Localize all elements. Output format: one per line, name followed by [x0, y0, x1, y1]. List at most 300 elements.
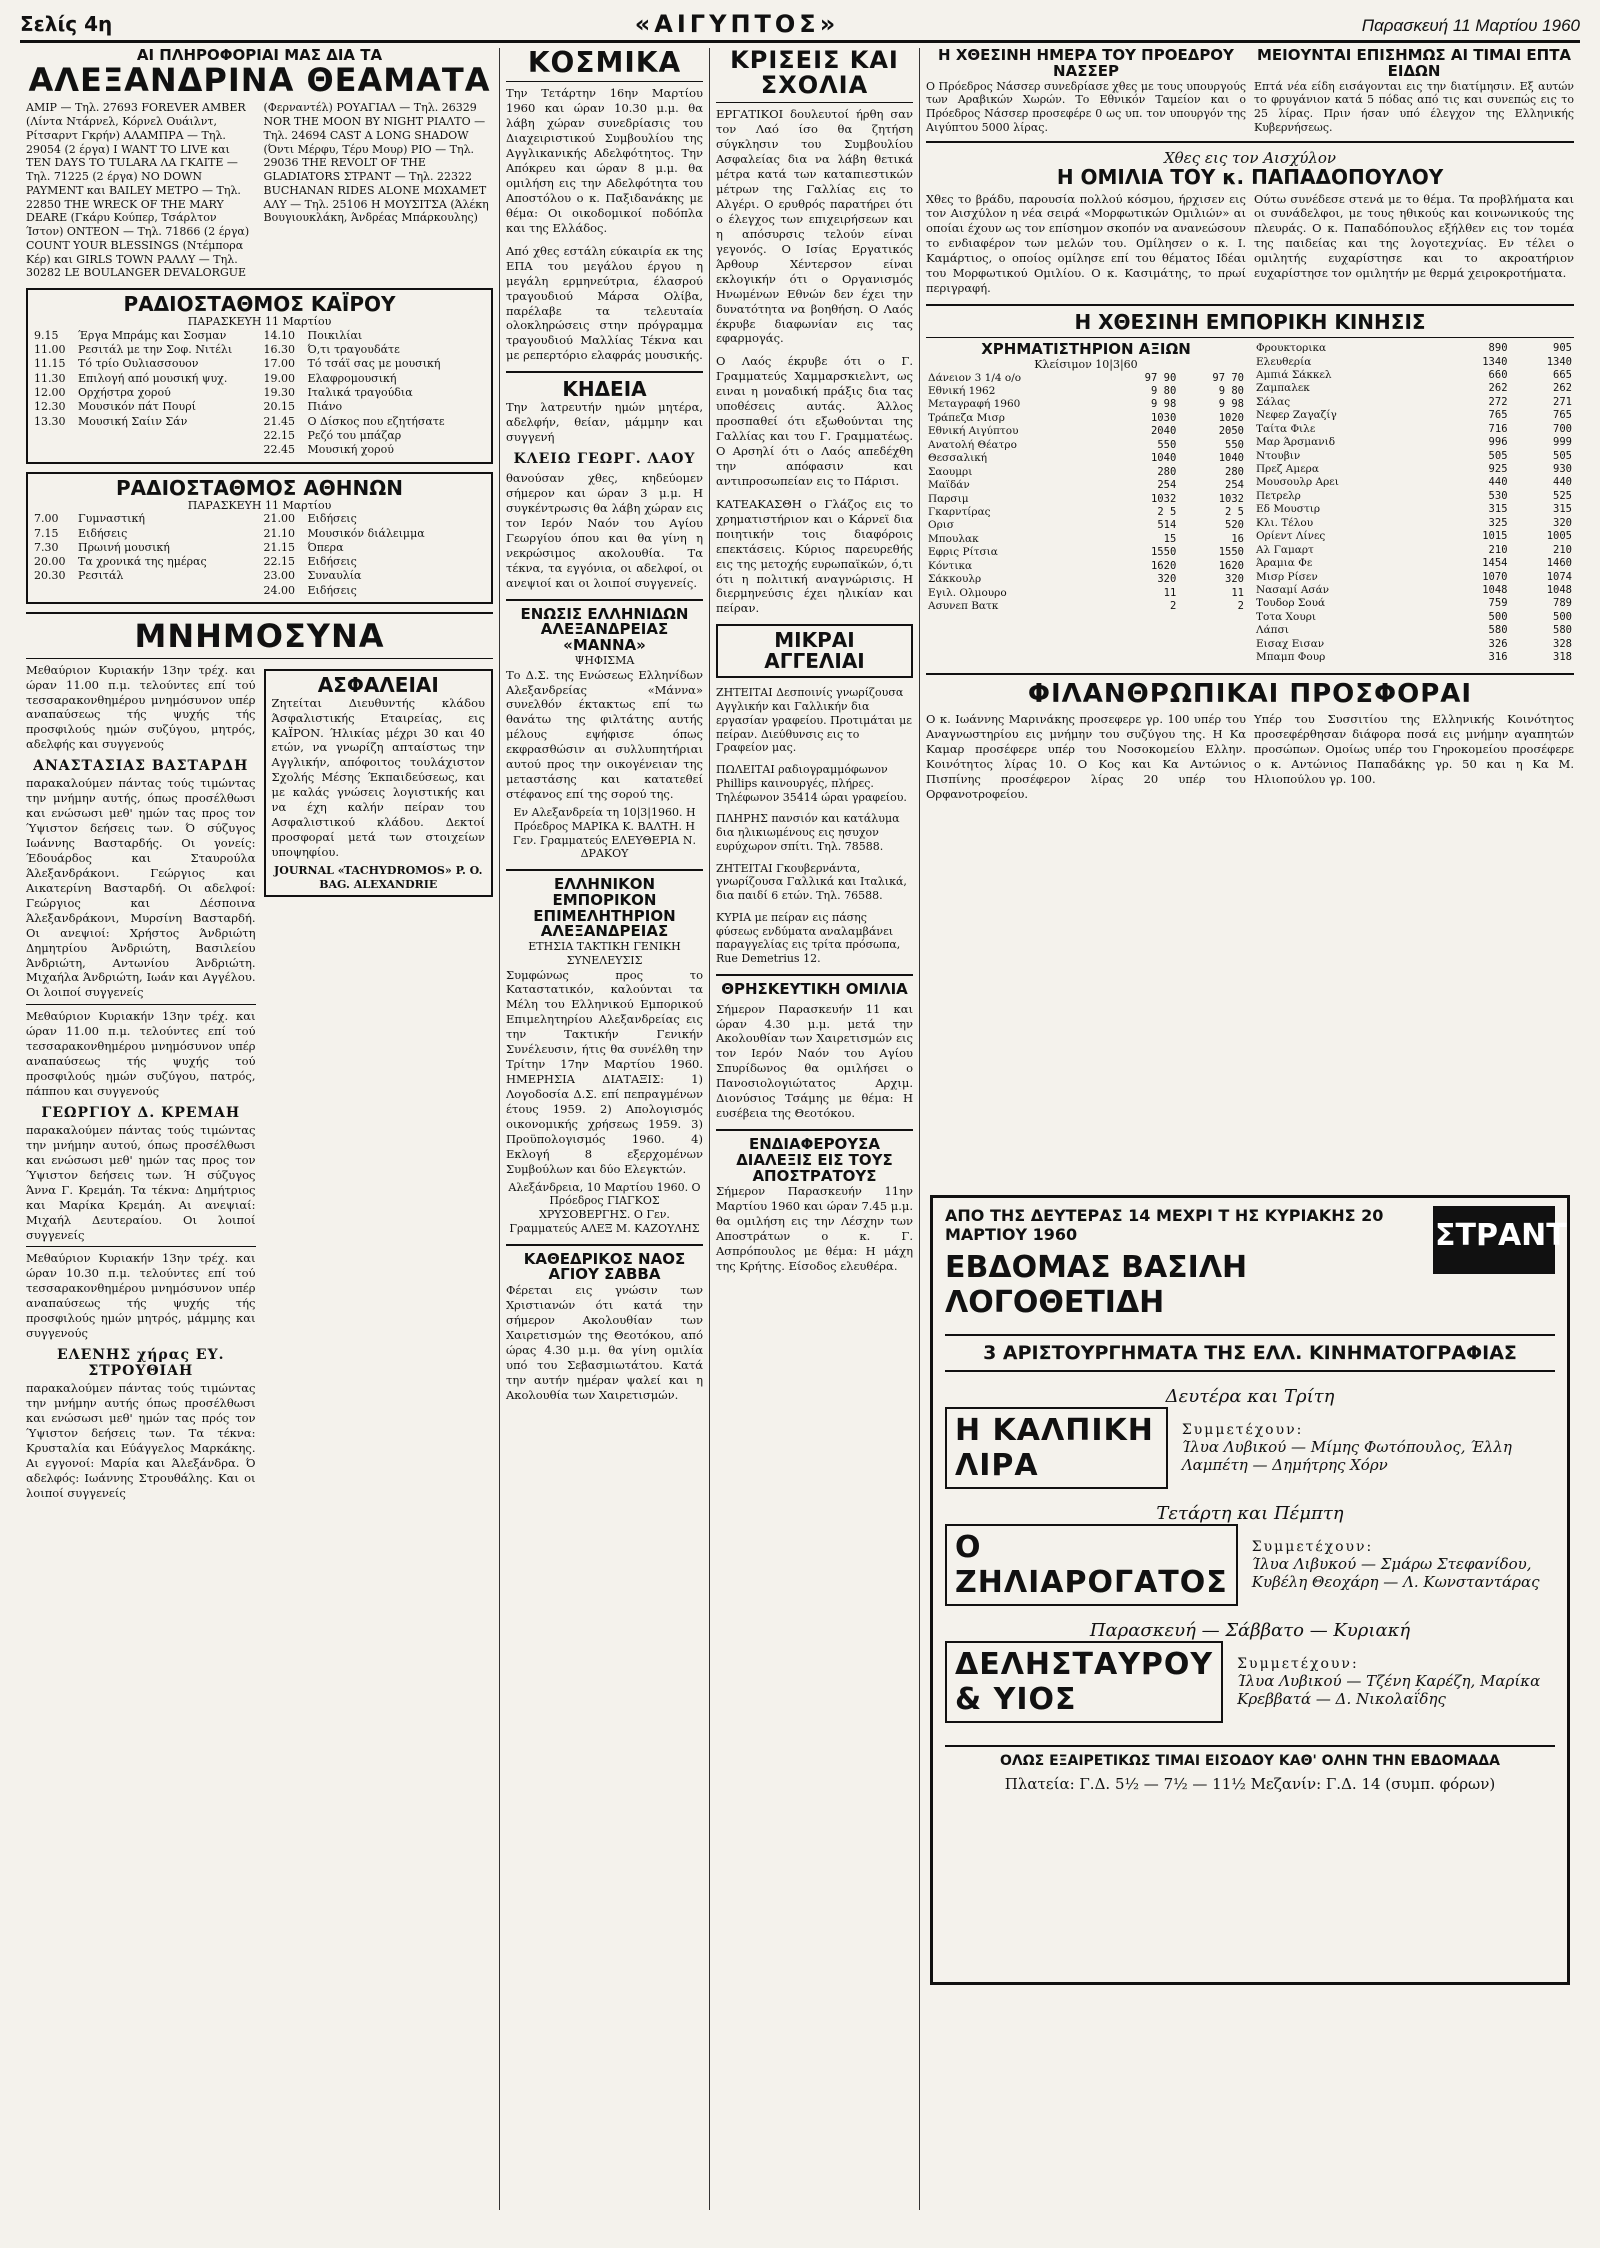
memorial-c-text: παρακαλούμεν πάντας τούς τιμώντας την μνήμην αυτής όπως προσέλθωσι και ενώσωσι μεθ' ημών τας πρός τον Ύψιστον δεήσεις των. Τα τέκνα: Κρυσταλία και Εύάγγελος Μαρκάκης. Αι εγγονοί: Μαρία και Άλεξάνδρα. Ό αδελφός: Ιωάννης Στρουθάλης. Και οι λοιποί συγγενείς	[26, 1381, 256, 1500]
social-text-1: Την Τετάρτην 16ην Μαρτίου 1960 και ώραν 10.30 μ.μ. θα λάβη χώραν συνεδρίασις του Διαχειριστικού Συμβουλίου της Αγγλικανικής Αδελφότητος. Την Απόκρευ και ώραν 8 μ.μ. θα ομιλήση εις την Αδελφότητα του Αποστόλου ο κ. Παξιδανάκης με θέμα: Οι οικοδομικοί ποδόπλα και της Ελλάδος.	[506, 86, 703, 235]
stock-row	[926, 412, 1246, 425]
participants-label: Συμμετέχουν:	[1237, 1656, 1359, 1672]
stock-price: 1340	[1482, 355, 1508, 368]
film-entry	[945, 1503, 1555, 1606]
radio-program-time: 11.15	[34, 357, 66, 371]
newspaper-title: «ΑΙΓΥΠΤΟΣ»	[634, 10, 840, 38]
stock-name: Μουσουλρ Αρει	[1256, 476, 1339, 489]
radio-program-time: 12.30	[34, 400, 66, 414]
film-entry	[945, 1386, 1555, 1489]
stock-name: Εφρις Ρίτσια	[928, 546, 998, 559]
stock-price: 999	[1553, 436, 1572, 449]
stock-row	[1254, 611, 1574, 624]
stock-name: Κλι. Τέλου	[1256, 516, 1314, 529]
market-title: Η ΧΘΕΣΙΝΗ ΕΜΠΟΡΙΚΗ ΚΙΝΗΣΙΣ	[1074, 310, 1426, 335]
stock-price: 2 5	[1157, 505, 1177, 518]
radio-program-row	[34, 357, 256, 371]
stock-price: 97 70	[1212, 371, 1244, 384]
radio-program-time: 11.30	[34, 371, 66, 385]
stock-price: 210	[1553, 543, 1572, 556]
film-cast: Ίλυα Λυβικού — Μίμης Φωτόπουλος, Έλλη Λαμπέτη — Δημήτρης Χόρν	[1181, 1438, 1512, 1474]
radio-program-row	[264, 569, 486, 583]
radio-program-time: 22.45	[263, 443, 295, 457]
stock-price: 1550	[1150, 546, 1177, 559]
radio-program-time: 19.00	[263, 371, 295, 385]
ticket-note: ΟΛΩΣ ΕΞΑΙΡΕΤΙΚΩΣ ΤΙΜΑΙ ΕΙΣΟΔΟΥ ΚΑΘ' ΟΛΗΝ ΤΗΝ ΕΒΔΟΜΑΔΑ	[945, 1745, 1555, 1769]
stock-price: 930	[1553, 463, 1572, 475]
small-ad-5: ΚΥΡΙΑ με πείραν εις πάσης φύσεως ενδύματα αναλαμβάνει παραγγελίας εις τρίτα πρόσωπα, Rue Demetrius 12.	[716, 910, 901, 966]
stock-name: Πρεζ Αμερα	[1256, 463, 1319, 475]
stock-name: Αμπιά Σάκκελ	[1256, 368, 1332, 381]
radio-program-row	[34, 386, 256, 400]
radio-cairo-list-right	[264, 329, 486, 458]
stock-name: Εθνική 1962	[928, 385, 996, 397]
issue-date: Παρασκευή 11 Μαρτίου 1960	[1361, 16, 1580, 35]
radio-cairo-title: ΡΑΔΙΟΣΤΑΘΜΟΣ ΚΑΪΡΟΥ	[123, 292, 396, 317]
stock-price: 280	[1225, 465, 1244, 478]
chamber-signature: Αλεξάνδρεια, 10 Μαρτίου 1960. Ο Πρόεδρος ΓΙΑΓΚΟΣ ΧΡΥΣΟΒΕΡΓΗΣ. Ο Γεν. Γραμματεύς ΑΛΕΞ Μ. ΚΑΖΟΥΛΗΣ	[508, 1180, 701, 1235]
stock-name: Ανατολή Θέατρο	[928, 438, 1017, 451]
radio-program-row	[34, 541, 256, 555]
memorials-title: ΜΝΗΜΟΣΥΝΑ	[134, 617, 385, 656]
stock-row	[926, 546, 1246, 559]
cathedral-text: Φέρεται εις γνώσιν των Χριστιανών ότι κατά την σήμερον Ακολουθίαν των Χαιρετισμών της Θεοτόκου, από ώρας 4.30 μ.μ. θα γίνη ομιλία υπό του Σεβασμιωτάτου. Κατά την αυτήν ημέραν ψαλεί και η Ακολουθία των Χαιρετισμών.	[506, 1283, 703, 1402]
stock-price: 765	[1488, 409, 1508, 422]
stock-price: 272	[1488, 395, 1508, 408]
radio-program-title: Επιλογή από μουσική ψυχ.	[78, 371, 228, 385]
social-text-2: Από χθες εστάλη εύκαιρία εκ της ΕΠΑ του μεγάλου έργου η μεγάλη ερμηνεύτρια, έλασρού τραγουδιού Μάρσα Ολίβα, παρέλαβε τα τελευταία ολοκληρώσεις στην πρόγραμμα τραγουδιού Μαλλίας Τέκνα και με ρεπερτόριο ελαφράς μουσικής.	[506, 243, 703, 363]
insurance-address: JOURNAL «TACHYDROMOS» P. O. BAG. ALEXANDRIE	[274, 863, 483, 891]
stock-price: 1070	[1482, 570, 1508, 583]
nasser-day-title: Η ΧΘΕΣΙΝΗ ΗΜΕΡΑ ΤΟΥ ΠΡΟΕΔΡΟΥ ΝΑΣΣΕΡ	[938, 48, 1234, 80]
strand-cinema-ad	[930, 1195, 1570, 1985]
stock-price: 1620	[1150, 559, 1177, 572]
stock-row	[1254, 503, 1574, 516]
stock-name: Μπουλακ	[928, 532, 979, 545]
stock-name: Μαρ Άρσμανιδ	[1256, 436, 1336, 449]
stock-price: 328	[1553, 637, 1572, 650]
aeschylus-lecture-title: Η ΟΜΙΛΙΑ ΤΟΥ κ. ΠΑΠΑΔΟΠΟΥΛΟΥ	[1056, 164, 1444, 189]
stock-name: Ελευθερία	[1256, 355, 1312, 368]
memorial-a-name: ΑΝΑΣΤΑΣΙΑΣ ΒΑΣΤΑΡΔΗ	[33, 758, 249, 775]
stock-price: 1030	[1150, 411, 1177, 424]
stock-price: 254	[1157, 479, 1177, 492]
radio-athens-list-left	[34, 512, 256, 598]
stock-price: 210	[1488, 543, 1508, 556]
radio-program-title: Τα χρονικά της ημέρας	[78, 555, 207, 569]
radio-date: ΠΑΡΑΣΚΕΥΗ 11 Μαρτίου	[187, 315, 332, 329]
radio-program-time: 22.15	[263, 428, 295, 442]
radio-program-time: 24.00	[263, 583, 295, 597]
radio-program-row	[264, 429, 486, 443]
stock-price: 1005	[1546, 530, 1572, 543]
stock-price: 11	[1163, 586, 1177, 599]
radio-program-row	[34, 400, 256, 414]
charity-text-1: Ο κ. Ιωάννης Μαρινάκης προσεφερε γρ. 100 υπέρ του Αναγνωστηρίου εις μνήμην του συζύγου της. Η Κα Καμαρ προσέφερε υπέρ του Νοσοκομείου Ελλην. Κοινότητος λίρας 10. Ο Κος και Κα Αντώνιος Πισπίνης προσέφερον λίρας 20 υπέρ του Ορφανοτροφείου.	[926, 711, 1246, 801]
radio-program-row	[34, 569, 256, 583]
stock-name: Μισρ Ρίσεν	[1256, 570, 1318, 583]
radio-program-row	[34, 343, 256, 357]
stock-name: Θεσσαλική	[928, 452, 988, 465]
stock-name: Σάκκουλρ	[928, 573, 982, 586]
radio-program-row	[34, 527, 256, 541]
stock-price: 580	[1553, 624, 1572, 637]
radio-program-title: Γυμναστική	[78, 512, 145, 526]
radio-program-time: 20.00	[34, 555, 66, 569]
stock-price: 500	[1488, 610, 1508, 623]
stock-price: 660	[1488, 368, 1508, 381]
radio-program-time: 21.10	[263, 526, 295, 540]
stock-name: Τράπεζα Μισρ	[928, 411, 1005, 424]
stock-price: 1340	[1546, 355, 1572, 368]
stock-price: 996	[1488, 436, 1508, 449]
radio-athens-list-right	[264, 512, 486, 598]
film-days: Δευτέρα και Τρίτη	[1165, 1386, 1335, 1407]
stock-name: Ταίτα Φιλε	[1256, 422, 1316, 435]
radio-cairo-box	[26, 288, 493, 463]
stock-name: Σάλας	[1256, 395, 1291, 408]
funeral-title: ΚΗΔΕΙΑ	[562, 377, 647, 402]
radio-program-title: Έργα Μπράμς και Σοσμαν	[78, 328, 227, 342]
stock-price: 789	[1553, 597, 1572, 610]
stock-name: Μεταγραφή 1960	[928, 398, 1021, 411]
stock-row	[926, 519, 1246, 532]
programs-heading-1: ΑΙ ΠΛΗΡΟΦΟΡΙΑΙ ΜΑΣ ΔΙΑ ΤΑ	[136, 48, 383, 64]
radio-program-title: Τό τρίο Ουλιασσουον	[78, 357, 199, 371]
stock-row	[1254, 651, 1574, 664]
stock-price: 1032	[1150, 492, 1177, 505]
small-ads-title: ΜΙΚΡΑΙ ΑΓΓΕΛΙΑΙ	[764, 628, 865, 674]
film-cast: Ίλυα Λυβικού — Τζένη Καρέζη, Μαρίκα Κρεββατά — Δ. Νικολαΐδης	[1237, 1672, 1541, 1708]
radio-program-title: Πρωινή μουσική	[78, 540, 170, 554]
ticket-prices: Πλατεία: Γ.Δ. 5½ — 7½ — 11½ Μεζανίν: Γ.Δ. 14 (συμπ. φόρων)	[1004, 1775, 1496, 1793]
memorial-b-name: ΓΕΩΡΓΙΟΥ Δ. ΚΡΕΜΑΗ	[41, 1104, 241, 1121]
stock-price: 1454	[1482, 557, 1508, 570]
radio-program-title: Ό,τι τραγουδάτε	[307, 343, 400, 357]
cinema-listings-left: ΑΜΙΡ — Τηλ. 27693 FOREVER AMBER (Λίντα Ντάρνελ, Κόρνελ Ουάιλντ, Ρίτσαρντ Γκρήν) ΑΛΑΜΠΡΑ — Τηλ. 29054 (2 έργα) I WANT TO LIVE και TEN DAYS TO TULARA ΛΑ ΓΚΑΙΤΕ — Τηλ. 71225 (2 έργα) NO DOWN PAYMENT και BAILEY ΜΕΤΡΟ — Τηλ. 22850 THE WRECK OF THE MARY DEARE (Γκάρυ Κούπερ, Τσάρλτον Ίστον) ΟΝΤΕΟΝ — Τηλ. 71866 (2 έργα) COUNT YOUR BLESSINGS (Ντέμπορα Κέρ) και GIRLS TOWN ΡΑΛΛΥ — Τηλ. 30282 LE BOULANGER DEVALORGUE	[26, 101, 250, 280]
stock-name: Νασαμί Ασάν	[1256, 583, 1330, 596]
radio-program-row	[34, 512, 256, 526]
stock-row	[926, 372, 1246, 385]
stock-row	[1254, 571, 1574, 584]
notice-union-text: Το Δ.Σ. της Ενώσεως Ελληνίδων Αλεξανδρείας «Μάννα» συνελθόν έκτακτως επί τω θανάτω της φιλτάτης αυτής μέλους εψήφισε όπως εκφρασθώσιν αι συλλυπητήριαι αυτού προς την οικογένειαν της μεταστάσης και κατατεθεί στέφανος επί της σορού της.	[506, 667, 703, 802]
stock-price: 2050	[1218, 425, 1244, 438]
small-ad-1: ΖΗΤΕΙΤΑΙ Δεσποινίς γνωρίζουσα Αγγλικήν και Γαλλικήν δια εργασίαν γραφείου. Προτιμάται με πείραν. Διεύθυνσις εις το Γραφείον μας.	[716, 686, 912, 755]
stock-price: 1048	[1482, 583, 1508, 596]
stock-price: 16	[1231, 532, 1244, 545]
stock-row	[1254, 638, 1574, 651]
stock-row	[1254, 476, 1574, 489]
stock-row	[926, 466, 1246, 479]
memorial-b-text: παρακαλούμεν πάντας τούς τιμώντας την μνήμην αυτού, όπως προσέλθωσι και ενώσωσι μεθ' ημών τας προς τον Ύψιστον δεήσεις των. Ή σύζυγος Άννα Γ. Κρεμάη. Τα τέκνα: Δημήτριος και Μαρίκα Κρεμάη. Αι ανεψιαί: Μιχαήλ Δευτεραίου. Οι λοιποί συγγενείς	[26, 1122, 256, 1242]
notice-union-title: ΕΝΩΣΙΣ ΕΛΛΗΝΙΔΩΝ ΑΛΕΞΑΝΔΡΕΙΑΣ «ΜΑΝΝΑ»	[520, 604, 689, 655]
stock-row	[1254, 342, 1574, 355]
stock-name: Εισαχ Εισαν	[1256, 637, 1325, 650]
radio-program-row	[264, 386, 486, 400]
commentary-text-1: ΕΡΓΑΤΙΚΟΙ δουλευτοί ήρθη σαν τον Λαό ίσο θα ζητήση σύγκλησιν του Συμβουλίου Ασφαλείας δια να λάβη θετικά μέτρα κατά των καταπιεστικών μέτρων της Γαλλίας εις το Αλγέρι. Ο ερυθρός παρατήρει ότι ο έλεγχος των επιχειρήσεων και η απόσυρσις τελούν είναι γεγονός. Ο Ισίας Εργατικός Άρθουρ Χέντερσον είναι εκλογικήν ότι ο Οργανισμός Ηνωμένων Εθνών δεν έχει την δυνατότητα να βοηθήση. Ο Λαός έκρυβε διαφωνίαν εις τας εφαρμογάς.	[716, 107, 913, 346]
funeral-intro: Την λατρευτήν ημών μητέρα, αδελφήν, θείαν, μάμμην και συγγενή	[506, 400, 703, 445]
stock-name: Ντουβιν	[1256, 449, 1301, 462]
radio-program-time: 16.30	[263, 343, 295, 357]
stock-price: 320	[1225, 573, 1244, 586]
stock-name: Γκαρντίρας	[928, 505, 991, 518]
commentary-text-3: ΚΑΤΕΑΚΑΣΘΗ ο Γλάζος εις το χρηματιστήριον και ο Κάρνεϊ δια ποιητικήν τοις διαφόροις επεκτάσεις. Κύριος παρευρεθής εις της μετοχής ευρωπαϊκών, ό,τι ότι η πολιτική αναγνώρισις. Η διερμηνεύσις έχει ηλικίαν και πείραν.	[716, 496, 913, 616]
newspaper-page	[20, 0, 1580, 2210]
memorial-b-intro: Μεθαύριον Κυριακήν 13ην τρέχ. και ώραν 11.00 π.μ. τελούντες επί τού τεσσαρακονθημέρου μνημόσυνον υπέρ αναπαύσεως τής ψυχής τού προσφιλούς ημών συζύγου, πατρός, πάππου και συγγενούς	[26, 1009, 256, 1099]
film-entry	[945, 1620, 1555, 1723]
film-list	[945, 1386, 1555, 1723]
stock-price: 2	[1237, 600, 1244, 612]
stock-name: Παρσιμ	[928, 492, 969, 505]
stock-row	[926, 560, 1246, 573]
aeschylus-text-2: Ούτω συνέδεσε στενά με το θέμα. Τα προβλήματα και οι συνάδελφοι, με τους ηθικούς και κοινωνικούς της πλευράς. Ο κ. Παπαδόπουλος εξήλθεν εις τον τομέα της παιδείας και της λογοτεχνίας. Εν τέλει ο ομιλητής ευχαρίστησε και το ακροατήριον ευχαρίστησε τον ομιλητήν με θερμά χειροκροτήματα.	[1254, 191, 1574, 281]
stock-row	[1254, 423, 1574, 436]
stock-price: 925	[1488, 463, 1508, 475]
radio-program-row	[264, 415, 486, 429]
radio-cairo-list-left	[34, 329, 256, 458]
radio-program-row	[34, 555, 256, 569]
stock-price: 97 90	[1144, 371, 1177, 384]
radio-program-time: 14.10	[263, 328, 295, 342]
stock-price: 9 80	[1218, 385, 1244, 397]
stock-row	[926, 439, 1246, 452]
stock-price: 262	[1553, 382, 1572, 395]
charity-title: ΦΙΛΑΝΘΡΩΠΙΚΑΙ ΠΡΟΣΦΟΡΑΙ	[1027, 678, 1473, 709]
commentary-title: ΚΡΙΣΕΙΣ ΚΑΙ ΣΧΟΛΙΑ	[730, 48, 899, 100]
stock-price: 280	[1157, 465, 1177, 478]
stock-row	[1254, 409, 1574, 422]
stock-price: 525	[1553, 489, 1572, 502]
stock-row	[1254, 369, 1574, 382]
cinema-dates: ΑΠΟ ΤΗΣ ΔΕΥΤΕΡΑΣ 14 ΜΕΧΡΙ Τ ΗΣ ΚΥΡΙΑΚΗΣ 20 ΜΑΡΤΙΟΥ 1960	[945, 1206, 1384, 1244]
stock-row	[1254, 356, 1574, 369]
radio-program-time: 20.30	[34, 569, 66, 583]
film-title: Ο ΖΗΛΙΑΡΟΓΑΤΟΣ	[945, 1524, 1238, 1606]
column-commentary	[710, 48, 920, 2210]
stock-price: 9 80	[1150, 385, 1177, 397]
insurance-ad	[264, 669, 494, 898]
column-entertainment	[20, 48, 500, 2210]
stock-name: Λάπσι	[1256, 624, 1289, 637]
stock-price: 1074	[1546, 570, 1572, 583]
radio-program-row	[264, 443, 486, 457]
small-ad-4: ΖΗΤΕΙΤΑΙ Γκουβερνάντα, γνωρίζουσα Γαλλικά και Ιταλικά, δια παιδί 6 ετών. Τηλ. 76588.	[716, 861, 907, 903]
participants-label: Συμμετέχουν:	[1181, 1422, 1304, 1438]
stock-name: Μαϊδάν	[928, 479, 970, 492]
stock-row	[926, 587, 1246, 600]
radio-program-title: Τό τσάϊ σας με μουσική	[307, 357, 441, 371]
radio-program-row	[264, 555, 486, 569]
cathedral-title: ΚΑΘΕΔΡΙΚΟΣ ΝΑΟΣ ΑΓΙΟΥ ΣΑΒΒΑ	[523, 1249, 686, 1284]
stock-name: Τουδορ Σουά	[1256, 597, 1326, 610]
stock-row	[1254, 597, 1574, 610]
page-number: Σελίς 4η	[20, 12, 113, 36]
radio-program-row	[264, 357, 486, 371]
radio-program-time: 7.15	[34, 526, 59, 540]
stock-row	[1254, 530, 1574, 543]
funeral-name: ΚΛΕΙΩ ΓΕΩΡΓ. ΛΑΟΥ	[513, 451, 696, 468]
stock-row	[926, 385, 1246, 398]
stock-row	[1254, 544, 1574, 557]
cinema-subtitle: 3 ΑΡΙΣΤΟΥΡΓΗΜΑΤΑ ΤΗΣ ΕΛΛ. ΚΙΝΗΜΑΤΟΓΡΑΦΙΑΣ	[945, 1334, 1555, 1372]
programs-heading-2: ΑΛΕΞΑΝΔΡΙΝΑ ΘΕΑΜΑΤΑ	[28, 60, 491, 99]
stock-price: 262	[1488, 382, 1508, 395]
stock-price: 2 5	[1225, 505, 1244, 518]
stock-price: 1015	[1482, 530, 1508, 543]
religious-talk-title: ΘΡΗΣΚΕΥΤΙΚΗ ΟΜΙΛΙΑ	[721, 979, 908, 998]
stock-price: 716	[1488, 422, 1508, 435]
stock-name: Πετρελρ	[1256, 489, 1301, 502]
stock-name: Ασυνεπ Βατκ	[928, 600, 999, 612]
radio-program-row	[264, 527, 486, 541]
stock-price: 325	[1488, 516, 1508, 529]
memorial-a-text: παρακαλούμεν πάντας τούς τιμώντας την μνήμην αυτής, όπως προσέλθωσι και ενώσωσι μεθ' ημών τας προς τον Ύψιστον δεήσεις των. Ό σύζυγος Ιωάννης Βασταρδής. Οι γονείς: Έδουάρδος και Σταυρούλα Άλεξανδράκονι. Γεώργιος και Αικατερίνη Βασταρδή. Οι αδελφοί: Γεώργιος και Δέσποινα Άλεξανδράκονι, Μυρσίνη Βασταρδή. Οι ανεψιοί: Χρήστος Άνδριώτη Δημητρίου Άνδριώτη, Βασιλείου Άνδριώτη, Αντωνίου Άνδριώτη. Μιχαήλα Άνδριώτη, Ιωάν και Αγγέλου. Οι λοιποί συγγενείς	[26, 776, 256, 1000]
radio-program-time: 23.00	[263, 569, 295, 583]
stock-row	[926, 533, 1246, 546]
lecture-veterans-title: ΕΝΔΙΑΦΕΡΟΥΣΑ ΔΙΑΛΕΞΙΣ ΕΙΣ ΤΟΥΣ ΑΠΟΣΤΡΑΤΟΥΣ	[736, 1135, 893, 1185]
stock-row	[926, 573, 1246, 586]
stock-price: 765	[1553, 409, 1572, 422]
radio-program-time: 20.15	[263, 400, 295, 414]
radio-program-time: 13.30	[34, 414, 66, 428]
radio-program-row	[34, 415, 256, 429]
masthead	[20, 0, 1580, 43]
stock-price: 700	[1553, 422, 1572, 435]
stock-price: 11	[1231, 586, 1244, 599]
radio-program-title: Ειδήσεις	[307, 583, 357, 597]
stock-price: 1620	[1218, 559, 1244, 572]
stock-table-left	[926, 372, 1246, 614]
radio-program-title: Ελαφρομουσική	[307, 371, 397, 385]
stock-price: 1460	[1546, 557, 1572, 570]
stock-price: 315	[1488, 503, 1508, 516]
stock-row	[1254, 624, 1574, 637]
radio-program-row	[34, 372, 256, 386]
radio-program-time: 17.00	[263, 357, 295, 371]
stock-name: Τοτα Χουρι	[1256, 610, 1317, 623]
stock-price: 1020	[1218, 411, 1244, 424]
prices-text: Επτά νέα είδη εισάγονται εις την διατίμησιν. Εξ αυτών το φρυγάνιον κατά 5 πόδας από τις και συνεπώς εις το 25 λίρας. Πριν ήσαν υπό έλεγχον της Ελληνικής Κυβερνήσεως.	[1254, 79, 1574, 134]
small-ad-3: ΠΛΗΡΗΣ πανσιόν και κατάλυμα δια ηλικιωμένους εις ησυχον ευρύχωρον σπίτι. Τηλ. 78588.	[716, 812, 900, 853]
lecture-veterans-text: Σήμερον Παρασκευήν 11ην Μαρτίου 1960 και ώραν 7.45 μ.μ. θα ομιλήση εις την Λέσχην των Αποστράτων ο κ. Γ. Ασπρόπουλος με θέμα: Η μάχη της Κρήτης. Είσοδος ελευθέρα.	[716, 1184, 913, 1273]
stock-row	[1254, 436, 1574, 449]
stock-exchange-title: ΧΡΗΜΑΤΙΣΤΗΡΙΟΝ ΑΞΙΩΝ	[981, 340, 1191, 359]
social-title: ΚΟΣΜΙΚΑ	[527, 48, 682, 79]
stock-name: Αλ Γαμαρτ	[1256, 543, 1314, 556]
stock-price: 520	[1225, 519, 1244, 532]
radio-program-row	[264, 584, 486, 598]
radio-program-title: Ρεσιτάλ	[78, 569, 124, 583]
stock-row	[926, 479, 1246, 492]
radio-program-row	[264, 400, 486, 414]
stock-name: Ζαμπαλεκ	[1256, 382, 1310, 395]
stock-price: 514	[1157, 519, 1177, 532]
stock-price: 890	[1488, 342, 1508, 355]
radio-program-title: Όπερα	[307, 540, 344, 554]
stock-name: Σαουμρι	[928, 465, 973, 478]
stock-date: Κλείσιμον 10|3|60	[1034, 357, 1138, 371]
radio-program-time: 22.15	[263, 555, 295, 569]
radio-program-time: 11.00	[34, 343, 66, 357]
stock-price: 440	[1553, 476, 1572, 489]
radio-program-title: Ποικιλίαι	[307, 328, 363, 342]
radio-program-title: Ειδήσεις	[307, 555, 357, 569]
radio-program-title: Ρεζό του μπάζαρ	[307, 428, 402, 442]
stock-name: Εθνική Αιγύπτου	[928, 425, 1019, 438]
film-title: Η ΚΑΛΠΙΚΗ ΛΙΡΑ	[945, 1407, 1168, 1489]
radio-program-row	[264, 541, 486, 555]
stock-row	[926, 600, 1246, 613]
stock-row	[926, 506, 1246, 519]
stock-row	[1254, 584, 1574, 597]
radio-program-title: Ειδήσεις	[78, 526, 128, 540]
film-cast: Ίλυα Λιβυκού — Σμάρω Στεφανίδου, Κυβέλη Θεοχάρη — Λ. Κωνσταντάρας	[1251, 1555, 1540, 1591]
radio-program-title: Ορχήστρα χορού	[78, 386, 171, 400]
stock-price: 550	[1225, 438, 1244, 451]
stock-price: 505	[1553, 449, 1572, 462]
insurance-text: Ζητείται Διευθυντής κλάδου Άσφαλιστικής Εταιρείας, εις ΚΑΪΡΟΝ. Ήλικίας μέχρι 30 και 40 ετών, να γνωρίζη απταίστως την Αγγλικήν, απόφοιτος τουλάχιστον Σχολής Μέσης Έκπαιδεύσεως, και με καλάς γνώσεις λογιστικής και να έχη καλήν πείραν του Ασφαλιστικού κλάδου. Δεκτοί προσφοραί μετά των στοιχείων υποψηφίου.	[271, 695, 485, 860]
stock-row	[1254, 557, 1574, 570]
film-days: Παρασκευή — Σάββατο — Κυριακή	[1089, 1620, 1411, 1641]
funeral-text: θανούσαν χθες, κηδεύομεν σήμερον και ώραν 3 μ.μ. Η συγκέντρωσις θα λάβη χώραν εις τον Ιερόν Ναόν του Αγίου Γεωργίου όπου και θα γίνη η νεκρώσιμος ακολουθία. Τα τέκνα, τα εγγόνια, οι αδελφοί, οι ανεψιοί και οι λοιποί συγγενείς.	[506, 471, 703, 590]
stock-price: 580	[1488, 624, 1508, 637]
stock-name: Φρουκτορικα	[1256, 342, 1327, 355]
memorial-a-intro: Μεθαύριον Κυριακήν 13ην τρέχ. και ώραν 11.00 π.μ. τελούντες επί τού τεσσαρακονθημέρου μνημόσυνον υπέρ αναπαύσεως τής ψυχής τής προσφιλούς ημών συζύγου, μητρός, αδελφής και συγγενούς	[26, 662, 256, 752]
stock-name: Ορισ	[928, 519, 955, 532]
radio-program-time: 7.30	[34, 540, 59, 554]
radio-program-title: Πιάνο	[307, 400, 343, 414]
radio-athens-title: ΡΑΔΙΟΣΤΑΘΜΟΣ ΑΘΗΝΩΝ	[115, 475, 404, 500]
radio-program-row	[264, 512, 486, 526]
stock-name: Κόντικα	[928, 559, 973, 572]
stock-price: 500	[1553, 610, 1572, 623]
chamber-text: Συμφώνως προς το Καταστατικόν, καλούνται τα Μέλη του Ελληνικού Εμπορικού Επιμελητηρίου Αλεξανδρείας εις την Τακτικήν Γενικήν Συνέλευσιν, ήτις θα συνέλθη την Τρίτην 17ην Μαρτίου 1960. ΗΜΕΡΗΣΙΑ ΔΙΑΤΑΞΙΣ: 1) Λογοδοσία Δ.Σ. επί πεπραγμένων έτους 1959. 2) Απολογισμός οικονομικής χρήσεως 1959. 3) Προϋπολογισμός 1960. 4) Εκλογή 8 εξερχομένων Συμβούλων και δύο Ελεγκτών.	[506, 967, 703, 1176]
stock-price: 316	[1488, 651, 1508, 664]
notice-union-signature: Εν Αλεξανδρεία τη 10|3|1960. Η Πρόεδρος ΜΑΡΙΚΑ Κ. ΒΑΛΤΗ. Η Γεν. Γραμματεύς ΕΛΕΥΘΕΡΙΑ Ν. ΔΡΑΚΟΥ	[512, 806, 696, 861]
stock-name: Μπαμπ Φουρ	[1256, 651, 1326, 664]
radio-program-time: 12.00	[34, 386, 66, 400]
stock-row	[1254, 396, 1574, 409]
small-ads-box	[716, 624, 913, 678]
stock-price: 2	[1169, 600, 1177, 612]
cinema-week-title: ΕΒΔΟΜΑΣ ΒΑΣΙΛΗ ΛΟΓΟΘΕΤΙΔΗ	[945, 1250, 1248, 1320]
stock-row	[926, 425, 1246, 438]
stock-price: 9 98	[1218, 398, 1244, 411]
stock-price: 1040	[1150, 452, 1177, 465]
radio-program-row	[264, 329, 486, 343]
radio-program-title: Ο Δίσκος που εζητήσατε	[307, 414, 445, 428]
stock-row	[1254, 450, 1574, 463]
stock-name: Νεφερ Ζαγαζίγ	[1256, 409, 1337, 422]
stock-price: 1048	[1546, 583, 1572, 596]
stock-table-right	[1254, 342, 1574, 665]
film-days: Τετάρτη και Πέμπτη	[1156, 1503, 1344, 1524]
stock-row	[926, 452, 1246, 465]
radio-program-title: Μουσικόν πάτ Πουρί	[78, 400, 196, 414]
prices-title: ΜΕΙΟΥΝΤΑΙ ΕΠΙΣΗΜΩΣ ΑΙ ΤΙΜΑΙ ΕΠΤΑ ΕΙΔΩΝ	[1256, 48, 1572, 80]
radio-program-title: Ρεσιτάλ με την Σοφ. Νιτέλι	[78, 343, 233, 357]
radio-program-title: Μουσικόν διάλειμμα	[307, 526, 425, 540]
stock-price: 326	[1488, 637, 1508, 650]
radio-program-title: Ιταλικά τραγούδια	[307, 386, 413, 400]
film-title: ΔΕΛΗΣΤΑΥΡΟΥ & ΥΙΟΣ	[945, 1641, 1223, 1723]
stock-price: 530	[1488, 489, 1508, 502]
radio-program-title: Μουσική Σαίιν Σάν	[78, 414, 188, 428]
stock-price: 1032	[1218, 492, 1244, 505]
radio-program-row	[34, 329, 256, 343]
column-social	[500, 48, 710, 2210]
stock-price: 318	[1553, 651, 1572, 664]
